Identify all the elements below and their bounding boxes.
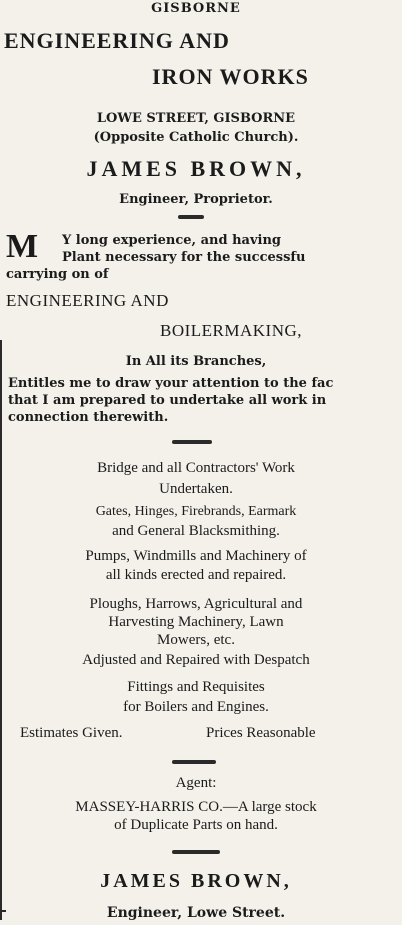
service-line-12: for Boilers and Engines. [123,699,269,715]
service-line-1: Bridge and all Contractors' Work [97,460,295,476]
title-line-2: IRON WORKS [152,64,309,89]
service-line-4: and General Blacksmithing. [112,523,280,539]
town-heading: GISBORNE [151,1,241,16]
service-line-2: Undertaken. [159,481,233,497]
proprietor-name: JAMES BROWN, [86,156,306,181]
drop-cap: M [6,228,39,265]
service-line-8: Harvesting Machinery, Lawn [108,614,284,630]
service-line-10: Adjusted and Repaired with Despatch [82,652,310,668]
proprietor-role: Engineer, Proprietor. [119,192,273,207]
body-line-3: connection therewith. [8,410,169,425]
footer-role: Engineer, Lowe Street. [106,905,286,921]
body-line-2: that I am prepared to undertake all work in [8,393,327,408]
body-line-1: Entitles me to draw your attention to the fac [8,376,334,391]
intro-line-2: Plant necessary for the successfu [62,250,306,265]
address-line-2: (Opposite Catholic Church). [93,130,299,145]
address-line-1: LOWE STREET, GISBORNE [96,111,296,126]
intro-line-3: carrying on of [6,267,109,282]
branches-line: In All its Branches, [125,354,267,369]
agent-line-2: of Duplicate Parts on hand. [114,817,278,833]
agent-label: Agent: [175,775,217,791]
column-rule [0,340,2,920]
subject-line-2: BOILERMAKING, [160,321,303,340]
ornament-divider [172,760,216,764]
subject-line-1: ENGINEERING AND [6,291,169,310]
service-line-5: Pumps, Windmills and Machinery of [85,548,307,564]
ornament-divider [172,850,220,854]
service-line-3: Gates, Hinges, Firebrands, Earmark [95,504,297,519]
agent-line-1: MASSEY-HARRIS CO.—A large stock [75,799,317,815]
column-tick [0,910,6,912]
intro-line-1: Y long experience, and having [62,233,282,248]
ornament-divider [178,215,204,219]
service-line-6: all kinds erected and repaired. [105,567,287,583]
estimates-text: Estimates Given. [20,725,123,741]
prices-text: Prices Reasonable [206,725,316,741]
service-line-9: Mowers, etc. [157,632,235,648]
service-line-11: Fittings and Requisites [127,679,265,695]
service-line-7: Ploughs, Harrows, Agricultural and [89,596,303,612]
ornament-divider [172,440,212,444]
title-line-1: ENGINEERING AND [4,28,230,53]
footer-name: JAMES BROWN, [100,870,292,892]
